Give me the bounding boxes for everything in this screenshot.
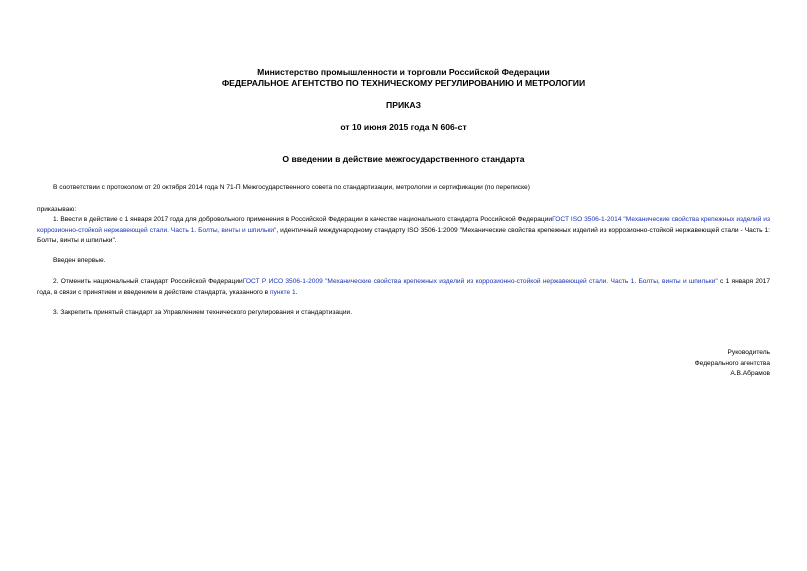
order-item-1	[37, 215, 770, 247]
preamble: В соответствии с протоколом от 20 октября 2014 года N 71-П Межгосударственного совета по стандартизации, метрологии и сертификации (по переписке)	[53, 184, 530, 191]
order-item-1-text: 1. Ввести в действие с 1 января 2017 года для добровольного применения в Российской Федерации в качестве национального стандарта Российской Федерации	[53, 216, 553, 223]
first-intro-note: Введен впервые.	[53, 257, 106, 264]
document-content	[37, 0, 770, 571]
header-block	[37, 67, 770, 89]
ministry-name: Министерство промышленности и торговли Российской Федерации	[257, 67, 550, 77]
signature-block	[570, 348, 770, 380]
signer-organization: Федерального агентства	[694, 359, 770, 367]
gost-r-iso-3506-1-2009-link[interactable]: ГОСТ Р ИСО 3506-1-2009 "Механические свойства крепежных изделий из коррозионно-стойкой нержавеющей стали. Часть 1. Болты, винты и шпильки"	[242, 278, 718, 285]
point-1-link[interactable]: пункте 1	[270, 288, 296, 296]
doc-date: от 10 июня 2015 года N 606-ст	[340, 122, 467, 132]
order-item-1-rest: , идентичный международному стандарту ISO 3506-1:2009 "Механические свойства крепежных изделий из коррозионно-стойкой нержавеющей стали - Часть 1: Болты, винты и шпильки".	[37, 226, 770, 244]
orders-label: приказываю:	[37, 206, 77, 213]
order-item-2-middle: с 1 января 2017 года, в связи с принятием и введением в действие стандарта, указанного в	[37, 278, 770, 296]
agency-name: ФЕДЕРАЛЬНОЕ АГЕНТСТВО ПО ТЕХНИЧЕСКОМУ РЕГУЛИРОВАНИЮ И МЕТРОЛОГИИ	[221, 78, 586, 88]
doc-title: О введении в действие межгосударственного стандарта	[282, 154, 525, 164]
order-item-2-text: 2. Отменить национальный стандарт Российской Федерации	[53, 278, 243, 285]
order-item-2-end: .	[295, 288, 298, 296]
order-item-2	[37, 277, 770, 298]
order-item-3: 3. Закрепить принятый стандарт за Управлением технического регулирования и стандартизации.	[53, 309, 353, 316]
signer-position: Руководитель	[727, 349, 770, 356]
signer-name: А.В.Абрамов	[730, 370, 770, 377]
doc-type: ПРИКАЗ	[386, 100, 421, 110]
gost-iso-3506-1-2014-link[interactable]: ГОСТ ISO 3506-1-2014 "Механические свойства крепежных изделий из коррозионно-стойкой нержавеющей стали. Часть 1. Болты, винты и шпильки"	[37, 216, 770, 234]
